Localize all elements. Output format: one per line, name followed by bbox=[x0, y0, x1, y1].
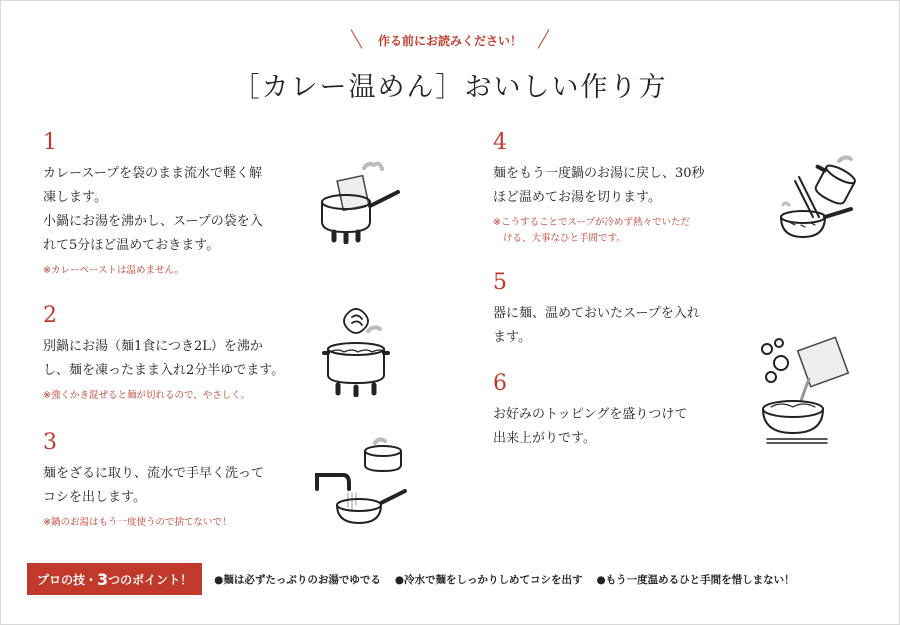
step-2 bbox=[43, 305, 308, 404]
header-subtitle bbox=[378, 32, 522, 49]
badge-suffix: つのポイント！ bbox=[108, 572, 193, 587]
step-text bbox=[43, 335, 308, 383]
step-text bbox=[493, 403, 758, 451]
step-number: 5 bbox=[493, 270, 507, 295]
step-line: 麺をざるに取り、流水で手早く洗って bbox=[43, 466, 265, 481]
step-note: ※鍋のお湯はもう一度使うので捨てないで！ bbox=[43, 517, 232, 528]
step-text bbox=[493, 162, 758, 210]
step-number: 2 bbox=[43, 303, 57, 328]
step-line: 小鍋にお湯を沸かし、スープの袋を入 bbox=[43, 214, 263, 229]
step-note: ※カレーペーストは温めません。 bbox=[43, 265, 185, 276]
step-1 bbox=[43, 132, 308, 279]
step-line: 出来上がりです。 bbox=[493, 431, 596, 446]
saucepan-illustration bbox=[312, 160, 412, 244]
step-line: し、麺を凍ったまま入れ2分半ゆでます。 bbox=[43, 363, 285, 378]
pro-tips-badge bbox=[27, 563, 202, 595]
step-line: 麺をもう一度鍋のお湯に戻し、30秒 bbox=[493, 166, 705, 181]
step-text bbox=[43, 462, 308, 510]
pro-tips-bar bbox=[27, 563, 795, 595]
step-text bbox=[43, 162, 308, 258]
step-number: 6 bbox=[493, 371, 507, 396]
pot-noodles-illustration bbox=[322, 305, 392, 397]
step-note: ※強くかき混ぜると麺が切れるので、やさしく。 bbox=[43, 390, 251, 401]
step-4 bbox=[493, 132, 758, 247]
note-line: ※こうすることでスープが冷めず熱々でいただ bbox=[493, 217, 691, 228]
note-line: ける、大事なひと手間です。 bbox=[503, 233, 626, 244]
step-line: お好みのトッピングを盛りつけて bbox=[493, 407, 688, 422]
header bbox=[0, 30, 900, 104]
pour-strainer-illustration bbox=[765, 155, 865, 245]
step-note bbox=[493, 215, 758, 247]
badge-prefix: プロの技・ bbox=[37, 572, 98, 587]
step-line: 別鍋にお湯（麺1食につき2L）を沸か bbox=[43, 339, 263, 354]
step-line: れて5分ほど温めておきます。 bbox=[43, 238, 220, 253]
bowl-soup-illustration bbox=[757, 335, 862, 447]
step-line: 凍します。 bbox=[43, 190, 107, 205]
colander-faucet-illustration bbox=[313, 435, 413, 527]
step-text bbox=[493, 302, 758, 350]
step-line: ほど温めてお湯を切ります。 bbox=[493, 190, 661, 205]
slash-left-decoration bbox=[351, 29, 363, 49]
step-3 bbox=[43, 432, 308, 531]
subtitle-text: 作る前にお読みください！ bbox=[377, 34, 522, 48]
step-line: カレースープを袋のまま流水で軽く解 bbox=[43, 166, 263, 181]
step-number: 1 bbox=[43, 130, 57, 155]
badge-number: 3 bbox=[97, 569, 109, 589]
slash-right-decoration bbox=[538, 29, 550, 49]
step-line: ます。 bbox=[493, 330, 531, 345]
tip-item: ●麺は必ずたっぷりのお湯でゆでる bbox=[214, 573, 381, 586]
step-number: 4 bbox=[493, 130, 507, 155]
tip-item: ●もう一度温めるひと手間を惜しまない！ bbox=[596, 573, 795, 586]
page-title: ［カレー温めん］おいしい作り方 bbox=[232, 72, 668, 103]
step-line: コシを出します。 bbox=[43, 490, 146, 505]
step-6 bbox=[493, 373, 758, 451]
step-5 bbox=[493, 272, 758, 350]
step-line: 器に麺、温めておいたスープを入れ bbox=[493, 306, 700, 321]
tip-item: ●冷水で麺をしっかりしめてコシを出す bbox=[394, 573, 583, 586]
step-number: 3 bbox=[43, 430, 57, 455]
